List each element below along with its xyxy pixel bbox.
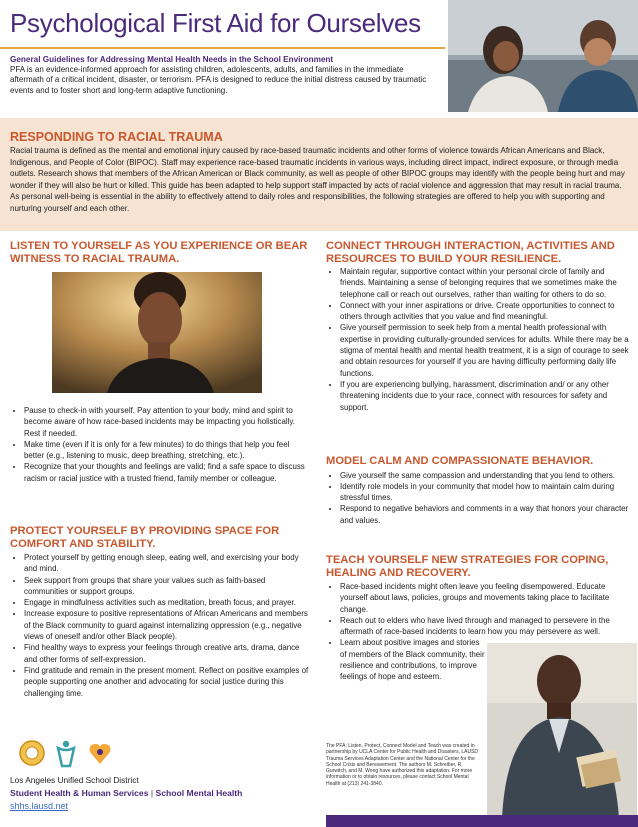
program-name: School Mental Health [155, 788, 243, 798]
district-name: Los Angeles Unified School District [10, 775, 139, 785]
intro-paragraph: PFA is an evidence-informed approach for assisting children, adolescents, adults, and families in the immediate aftermath of a critical incident, disaster, or terrorism. PFA is designed to reduce the initial distress caused by traumatic events and to foster short and long-term adaptive functioning. [10, 65, 427, 95]
list-item: • Reach out to elders who have lived through and managed to persevere in the aftermath of race-based incidents to learn how you may persevere as well. [340, 615, 631, 638]
mental-health-heart-icon [90, 744, 111, 764]
shhs-figure-icon [58, 741, 74, 766]
list-item: • Recognize that your thoughts and feelings are valid; find a safe space to discuss racism or racial justice with a trusted friend, family member or colleague. [24, 461, 310, 484]
section-heading: TEACH YOURSELF NEW STRATEGIES FOR COPING, HEALING AND RECOVERY. [326, 554, 609, 579]
model-section [326, 455, 631, 526]
footer-accent-bar [326, 815, 638, 827]
section-heading: RESPONDING TO RACIAL TRAUMA [10, 130, 223, 144]
department-line [10, 788, 242, 798]
list-item: • Respond to negative behaviors and comments in a way that honors your character and values. [340, 503, 631, 526]
list-item: • Race-based incidents might often leave you feeling disempowered. Educate yourself about laws, policies, groups and movements taking place to facilitate change. [340, 581, 631, 615]
title-divider [0, 47, 445, 49]
section-heading: PROTECT YOURSELF BY PROVIDING SPACE FOR COMFORT AND STABILITY. [10, 525, 280, 550]
section-heading: MODEL CALM AND COMPASSIONATE BEHAVIOR. [326, 455, 594, 467]
section-heading: LISTEN TO YOURSELF AS YOU EXPERIENCE OR BEAR WITNESS TO RACIAL TRAUMA. [10, 240, 308, 265]
list-item: • Connect with your inner aspirations or drive. Create opportunities to connect to others through activities that you value and find meaningful. [340, 300, 631, 323]
list-item: • Protect yourself by getting enough sleep, eating well, and exercising your body and mind. [24, 552, 310, 575]
website-link[interactable]: shhs.lausd.net [10, 801, 69, 811]
man-with-books-photo [487, 643, 637, 818]
list-item: • Find gratitude and remain in the present moment. Reflect on positive examples of people supporting one another and advocating for social justice during this challenging time. [24, 665, 310, 699]
header [0, 0, 638, 110]
separator: | [148, 788, 156, 798]
lausd-seal-icon [20, 741, 44, 765]
section-body: Racial trauma is defined as the mental and emotional injury caused by race-based traumatic incidents and other forms of violence towards African Americans and Black, Indigenous, and People of Color (BIPOC). Staff may experience race-based traumatic incidents in various ways, including direct impact, indirect exposure, or through media outlets. Research shows that members of the African American or Black community, as well as people of other BIPOC groups may identify with the people being hurt and may wonder if they will also be hurt or killed. This guide has been adapted to help support staff impacted by acts of racial violence and aggression that may result in racial trauma. As personal well-being is essential in the ability to effectively attend to daily roles and responsibilities, the following strategies are offered to help you with supporting and nurturing yourself and each other. [10, 146, 625, 213]
list-item: • Increase exposure to positive representations of African Americans and members of the Black community to guard against internalizing oppression (e.g., negative views of oneself and/or other Black people). [24, 608, 310, 642]
reflecting-woman-photo [52, 272, 262, 393]
list-item: • Identify role models in your community that model how to maintain calm during stressful times. [340, 481, 631, 504]
list-item: • If you are experiencing bullying, harassment, discrimination and/ or any other threatening incidents due to your race, connect with resources for safety and support. [340, 379, 631, 413]
list-item: • Give yourself permission to seek help from a mental health professional with expertise in providing culturally-grounded services for adults. While there may be a stigma of mental health and mental health treatment, it is a sign of courage to seek and obtain resources for yourself if you are having difficulty performing daily life functions. [340, 322, 631, 378]
list-item: • Give yourself the same compassion and understanding that you lend to others. [340, 470, 631, 481]
credits-note: The PFA: Listen, Protect, Connect Model and Teach was created in partnership by UCLA Center for Public Health and Disasters, LAUSD Trauma Services Adaptation Center and the National Center for the School Crisis and Bereavement. The authors M. Schreiber, R. Gurwitch, and M. Wong have authorized this adaptation. For more information or to obtain resources, please contact School Mental Health at (213) 241-3840. [326, 743, 479, 787]
list-item: • Engage in mindfulness activities such as meditation, breath focus, and prayer. [24, 597, 310, 608]
section-heading: CONNECT THROUGH INTERACTION, ACTIVITIES AND RESOURCES TO BUILD YOUR RESILIENCE. [326, 240, 615, 265]
listen-section [10, 240, 310, 265]
list-item: • Learn about positive images and stories of members of the Black community, their resilience and contributions, to improve feelings of hope and esteem. [340, 637, 485, 682]
list-item: • Maintain regular, supportive contact within your personal circle of family and friends. Maintaining a sense of belonging requires that we sometimes make the telephone call or reach out ourselves, rather than waiting for others to do so. [340, 266, 631, 300]
list-item: • Pause to check-in with yourself. Pay attention to your body, mind and spirit to become aware of how race-based incidents may be impacting you holistically. Rest if needed. [24, 405, 310, 439]
racial-trauma-section [0, 118, 638, 231]
connect-section [326, 240, 631, 413]
listen-list [10, 405, 310, 484]
logos [18, 738, 118, 768]
page-subtitle: General Guidelines for Addressing Mental Health Needs in the School Environment [10, 55, 334, 64]
list-item: • Find healthy ways to express your feelings through creative arts, drama, dance and other forms of self-expression. [24, 642, 310, 665]
list-item: • Make time (even if it is only for a few minutes) to do things that help you feel better (e.g., listening to music, deep breathing, stretching, etc.). [24, 439, 310, 462]
protect-section [10, 525, 310, 699]
list-item: • Seek support from groups that share your values such as faith-based communities or support groups. [24, 575, 310, 598]
department-name: Student Health & Human Services [10, 788, 149, 798]
page-title: Psychological First Aid for Ourselves [10, 8, 421, 38]
counseling-photo [448, 0, 638, 112]
